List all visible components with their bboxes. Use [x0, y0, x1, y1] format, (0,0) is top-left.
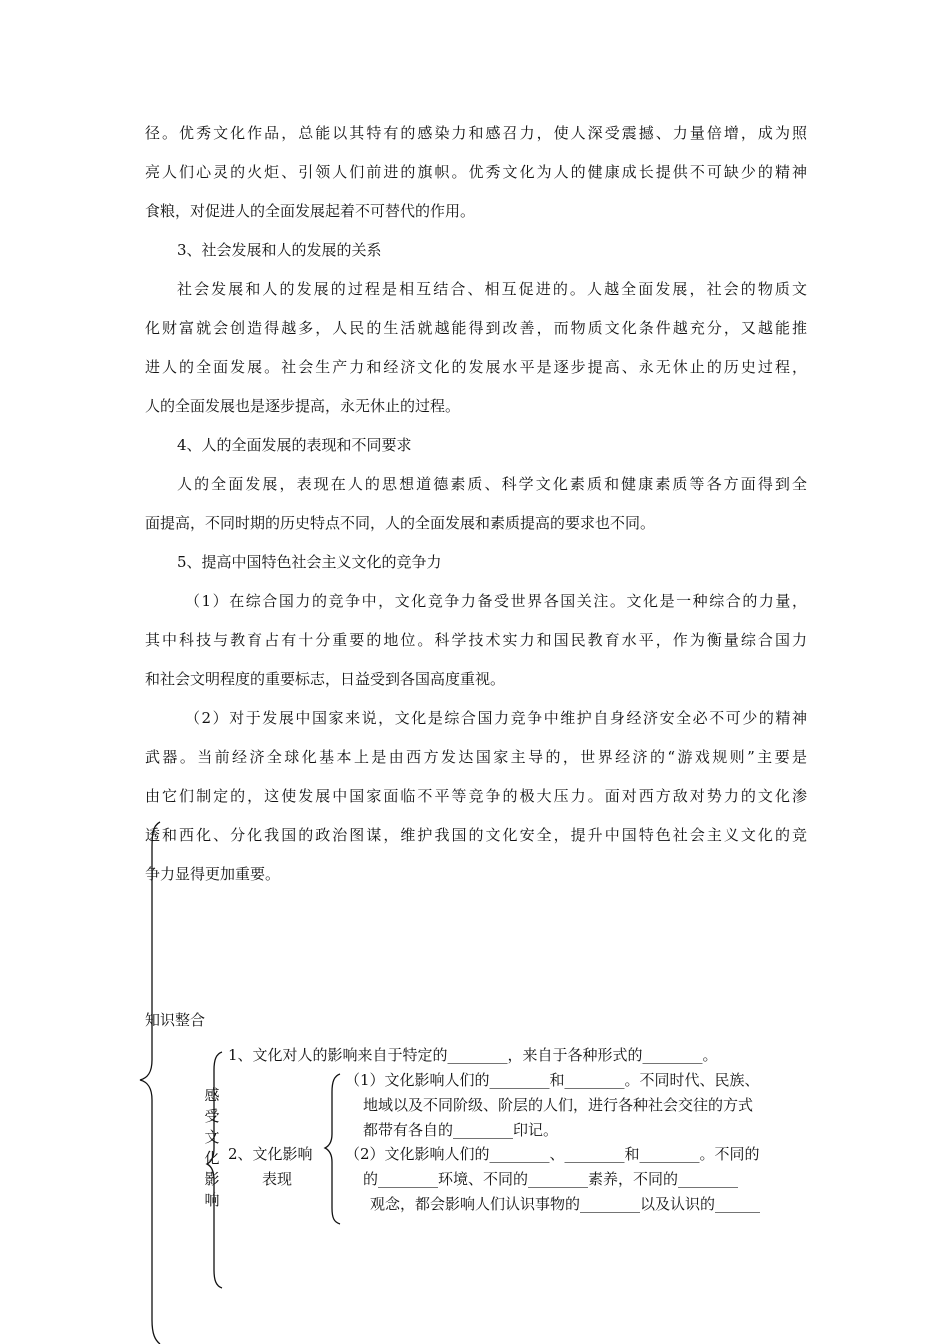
paragraph-line: （1）在综合国力的竞争中，文化竞争力备受世界各国关注。文化是一种综合的力量，	[185, 592, 807, 610]
sub-item-2-line: （2）文化影响人们的________、________和________。不同的	[345, 1145, 760, 1163]
paragraph-line: 化财富就会创造得越多，人民的生活就越能得到改善，而物质文化条件越充分，又越能推	[145, 319, 807, 337]
paragraph-line: 径。优秀文化作品，总能以其特有的感染力和感召力，使人深受震撼、力量倍增，成为照	[145, 124, 807, 142]
paragraph-line: 食粮，对促进人的全面发展起着不可替代的作用。	[145, 202, 476, 220]
outer-brace	[140, 822, 160, 1344]
sub-item-1-line: 地域以及不同阶级、阶层的人们，进行各种社会交往的方式	[363, 1096, 754, 1114]
paragraph-line: 由它们制定的，这使发展中国家面临不平等竞争的极大压力。面对西方敌对势力的文化渗	[145, 787, 807, 805]
vertical-char: 感	[204, 1086, 220, 1104]
sub-item-2-line: 观念，都会影响人们认识事物的________以及认识的______	[370, 1195, 761, 1213]
summary-title: 知识整合	[145, 1011, 206, 1029]
vertical-char: 响	[204, 1191, 220, 1209]
vertical-char: 化	[204, 1149, 220, 1167]
paragraph-line: 人的全面发展也是逐步提高，永无休止的过程。	[145, 397, 461, 415]
paragraph-line: 争力显得更加重要。	[145, 865, 281, 883]
paragraph-line: 和社会文明程度的重要标志，日益受到各国高度重视。	[145, 670, 506, 688]
summary-item-2-label: 2、文化影响	[228, 1145, 313, 1163]
summary-item-2-label-2: 表现	[262, 1170, 293, 1188]
paragraph-line: 透和西化、分化我国的政治图谋，维护我国的文化安全，提升中国特色社会主义文化的竞	[145, 826, 807, 844]
paragraph-line: 其中科技与教育占有十分重要的地位。科学技术实力和国民教育水平，作为衡量综合国力	[145, 631, 807, 649]
paragraph-line: 进人的全面发展。社会生产力和经济文化的发展水平是逐步提高、永无休止的历史过程，	[145, 358, 807, 376]
paragraph-line: 社会发展和人的发展的过程是相互结合、相互促进的。人越全面发展，社会的物质文	[177, 280, 807, 298]
sub-item-2-line: 的________环境、不同的________素养，不同的________	[363, 1170, 739, 1188]
vertical-char: 文	[204, 1128, 220, 1146]
paragraph-line: 人的全面发展，表现在人的思想道德素质、科学文化素质和健康素质等各方面得到全	[177, 475, 807, 493]
section-heading: 3、社会发展和人的发展的关系	[177, 241, 382, 259]
sub-item-1-line: （1）文化影响人们的________和________。不同时代、民族、	[345, 1071, 760, 1089]
section-heading: 5、提高中国特色社会主义文化的竞争力	[177, 553, 442, 571]
paragraph-line: 亮人们心灵的火炬、引领人们前进的旗帜。优秀文化为人的健康成长提供不可缺少的精神	[145, 163, 807, 181]
inner-brace	[325, 1074, 340, 1224]
paragraph-line: 武器。当前经济全球化基本上是由西方发达国家主导的，世界经济的“游戏规则”主要是	[145, 748, 807, 766]
section-heading: 4、人的全面发展的表现和不同要求	[177, 436, 412, 454]
paragraph-line: （2）对于发展中国家来说，文化是综合国力竞争中维护自身经济安全必不可少的精神	[185, 709, 807, 727]
paragraph-line: 面提高，不同时期的历史特点不同，人的全面发展和素质提高的要求也不同。	[145, 514, 656, 532]
summary-item-1: 1、文化对人的影响来自于特定的________，来自于各种形式的________。	[228, 1046, 718, 1064]
vertical-char: 受	[204, 1107, 220, 1125]
middle-brace	[207, 1052, 222, 1288]
vertical-char: 影	[204, 1170, 220, 1188]
sub-item-1-line: 都带有各自的________印记。	[363, 1121, 559, 1139]
